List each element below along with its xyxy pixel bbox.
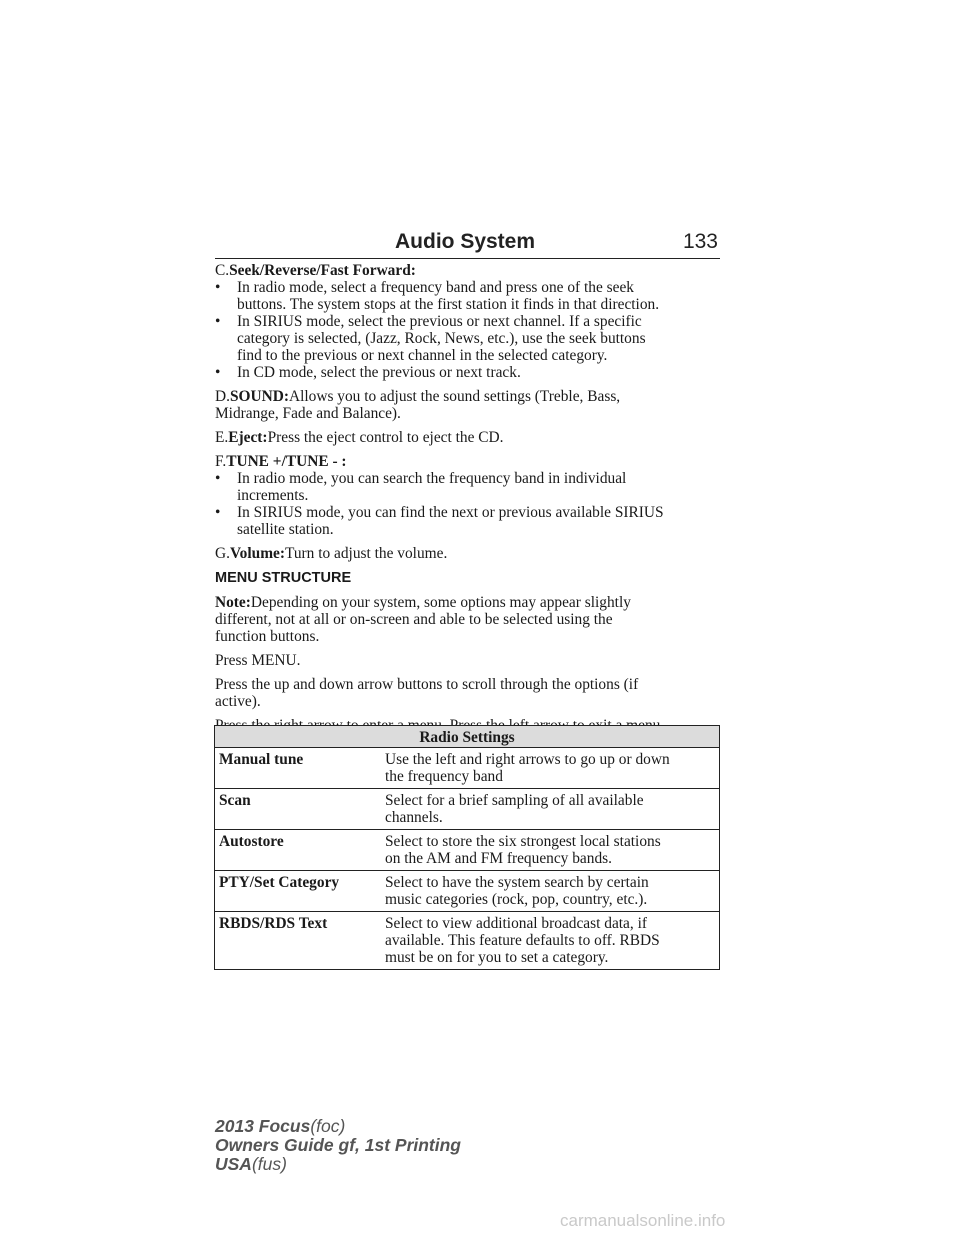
setting-name: Manual tune <box>215 748 382 789</box>
setting-name: Autostore <box>215 830 382 871</box>
section-c-bullet: • In SIRIUS mode, select the previous or next channel. If a specific category is selected, (Jazz, Rock, News, etc.), use the seek buttons find to the previous or next channel in the selected category. <box>215 313 646 364</box>
footer-guide-line: Owners Guide gf, 1st Printing <box>215 1135 461 1155</box>
press-menu-text: Press MENU. <box>215 652 301 669</box>
section-f-heading: F.TUNE +/TUNE - : <box>215 453 347 470</box>
setting-description: Select to store the six strongest local stations on the AM and FM frequency bands. <box>381 830 720 871</box>
scroll-instruction: Press the up and down arrow buttons to scroll through the options (if active). <box>215 676 639 710</box>
bullet-icon: • <box>215 279 221 296</box>
section-c-bullet: • In CD mode, select the previous or next track. <box>215 364 521 381</box>
setting-description: Select for a brief sampling of all available channels. <box>381 789 720 830</box>
setting-description: Select to view additional broadcast data, if available. This feature defaults to off. RBDS must be on for you to set a category. <box>381 912 720 970</box>
page-footer <box>215 1117 461 1174</box>
table-header-row <box>215 726 720 748</box>
section-f-bullet: • In radio mode, you can search the frequency band in individual increments. <box>215 470 627 504</box>
page-number: 133 <box>682 230 718 253</box>
setting-name: Scan <box>215 789 382 830</box>
section-c-bullet: • In radio mode, select a frequency band and press one of the seek buttons. The system stops at the first station it finds in that direction. <box>215 279 660 313</box>
setting-description: Select to have the system search by certain music categories (rock, pop, country, etc.). <box>381 871 720 912</box>
section-g: G.Volume:Turn to adjust the volume. <box>215 545 448 562</box>
page-header <box>215 230 720 259</box>
bullet-icon: • <box>215 504 221 521</box>
section-d: D.SOUND:Allows you to adjust the sound settings (Treble, Bass, Midrange, Fade and Balance). <box>215 388 621 422</box>
setting-description: Use the left and right arrows to go up or down the frequency band <box>381 748 720 789</box>
menu-structure-heading: MENU STRUCTURE <box>215 570 352 586</box>
page-title: Audio System <box>395 230 536 253</box>
table-row <box>215 748 720 789</box>
menu-note: Note:Depending on your system, some options may appear slightly different, not at all or on-screen and able to be selected using the function buttons. <box>215 594 631 645</box>
table-row <box>215 789 720 830</box>
table-title: Radio Settings <box>215 726 720 748</box>
footer-market-line: USA(fus) <box>215 1154 287 1174</box>
setting-name: PTY/Set Category <box>215 871 382 912</box>
table-row <box>215 871 720 912</box>
section-c-heading: C.Seek/Reverse/Fast Forward: <box>215 262 416 279</box>
bullet-icon: • <box>215 313 221 330</box>
table-row <box>215 912 720 970</box>
section-e: E.Eject:Press the eject control to eject the CD. <box>215 429 504 446</box>
setting-name: RBDS/RDS Text <box>215 912 382 970</box>
table-row <box>215 830 720 871</box>
radio-settings-table <box>214 725 720 970</box>
section-f-bullet: • In SIRIUS mode, you can find the next or previous available SIRIUS satellite station. <box>215 504 664 538</box>
footer-model-line: 2013 Focus(foc) <box>215 1116 346 1136</box>
bullet-icon: • <box>215 470 221 487</box>
bullet-icon: • <box>215 364 221 381</box>
watermark: carmanualsonline.info <box>560 1211 726 1230</box>
page-content <box>215 262 721 734</box>
